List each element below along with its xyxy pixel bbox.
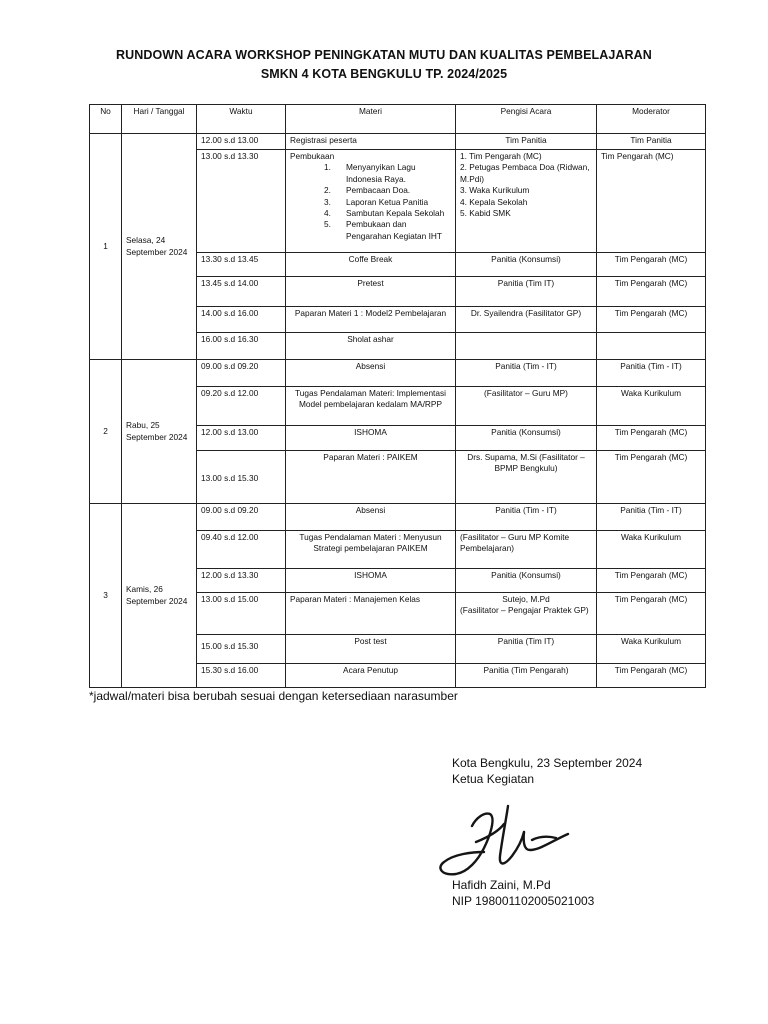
handwritten-signature-icon [432, 796, 577, 881]
list-item: 3. Waka Kurikulum [460, 185, 530, 196]
cell-materi: Registrasi peserta [286, 134, 456, 150]
header-materi: Materi [286, 105, 456, 134]
signer-nip: NIP 198001102005021003 [452, 894, 595, 908]
pengisi-list [460, 151, 592, 219]
cell-waktu: 13.30 s.d 13.45 [197, 253, 286, 277]
cell-pengisi: (Fasilitator – Guru MP Komite Pembelajaran) [456, 531, 597, 569]
day-number: 1 [90, 134, 122, 360]
day-date: Kamis, 26 September 2024 [122, 504, 197, 688]
cell-waktu: 14.00 s.d 16.00 [197, 307, 286, 333]
cell-pengisi: Panitia (Konsumsi) [456, 426, 597, 451]
schedule-note: *jadwal/materi bisa berubah sesuai dengan ketersediaan narasumber [89, 689, 458, 703]
cell-materi: Pretest [286, 277, 456, 307]
cell-waktu: 12.00 s.d 13.00 [197, 134, 286, 150]
day-number: 3 [90, 504, 122, 688]
cell-waktu: 09.00 s.d 09.20 [197, 360, 286, 387]
cell-moderator: Tim Panitia [597, 134, 706, 150]
cell-materi: Sholat ashar [286, 333, 456, 360]
cell-pengisi: Tim Panitia [456, 134, 597, 150]
cell-moderator: Tim Pengarah (MC) [597, 451, 706, 504]
cell-pengisi: Panitia (Konsumsi) [456, 253, 597, 277]
cell-moderator: Tim Pengarah (MC) [597, 569, 706, 593]
cell-waktu: 15.30 s.d 16.00 [197, 664, 286, 688]
cell-moderator [597, 333, 706, 360]
pengisi-name: Sutejo, M.Pd [502, 594, 550, 604]
cell-pengisi [456, 593, 597, 635]
list-item: Laporan Ketua Panitia [346, 196, 429, 207]
header-no: No [90, 105, 122, 134]
pengisi-role: (Fasilitator – Pengajar Praktek GP) [460, 605, 589, 616]
day-date: Rabu, 25 September 2024 [122, 360, 197, 504]
cell-materi: Tugas Pendalaman Materi: Implementasi Model pembelajaran kedalam MA/RPP [286, 387, 456, 426]
cell-pengisi: Panitia (Konsumsi) [456, 569, 597, 593]
cell-waktu: 12.00 s.d 13.30 [197, 569, 286, 593]
cell-moderator: Panitia (Tim - IT) [597, 504, 706, 531]
cell-pengisi [456, 150, 597, 253]
cell-moderator: Tim Pengarah (MC) [597, 307, 706, 333]
cell-waktu: 15.00 s.d 15.30 [197, 635, 286, 664]
header-hari: Hari / Tanggal [122, 105, 197, 134]
cell-moderator: Waka Kurikulum [597, 531, 706, 569]
list-item: Pembukaan dan Pengarahan Kegiatan IHT [346, 219, 442, 241]
cell-pengisi: (Fasilitator – Guru MP) [456, 387, 597, 426]
cell-pengisi [456, 333, 597, 360]
list-item: 5. Kabid SMK [460, 208, 511, 219]
list-item: Menyanyikan Lagu Indonesia Raya. [346, 162, 416, 184]
cell-waktu: 13.00 s.d 13.30 [197, 150, 286, 253]
cell-materi: Paparan Materi : Manajemen Kelas [286, 593, 456, 635]
cell-waktu: 09.40 s.d 12.00 [197, 531, 286, 569]
list-item: 1. Tim Pengarah (MC) [460, 151, 542, 161]
document-title: RUNDOWN ACARA WORKSHOP PENINGKATAN MUTU DAN KUALITAS PEMBELAJARAN [116, 48, 652, 62]
table-header-row [90, 105, 706, 134]
table-row [90, 360, 706, 387]
rundown-table [89, 104, 706, 688]
cell-materi: Absensi [286, 360, 456, 387]
list-item: Sambutan Kepala Sekolah [346, 208, 445, 219]
cell-waktu: 16.00 s.d 16.30 [197, 333, 286, 360]
cell-materi: Tugas Pendalaman Materi : Menyusun Strategi pembelajaran PAIKEM [286, 531, 456, 569]
table-row [90, 504, 706, 531]
cell-waktu: 13.00 s.d 15.30 [197, 451, 286, 504]
cell-moderator: Tim Pengarah (MC) [597, 277, 706, 307]
agenda-list [290, 162, 451, 242]
day-date: Selasa, 24 September 2024 [122, 134, 197, 360]
cell-materi: Acara Penutup [286, 664, 456, 688]
cell-waktu: 09.20 s.d 12.00 [197, 387, 286, 426]
cell-pengisi: Panitia (Tim - IT) [456, 360, 597, 387]
cell-materi: Coffe Break [286, 253, 456, 277]
cell-waktu: 09.00 s.d 09.20 [197, 504, 286, 531]
cell-materi: Paparan Materi : PAIKEM [286, 451, 456, 504]
cell-moderator: Tim Pengarah (MC) [597, 253, 706, 277]
header-pengisi: Pengisi Acara [456, 105, 597, 134]
header-waktu: Waktu [197, 105, 286, 134]
list-item: 2. Petugas Pembaca Doa (Ridwan, M.Pdi) [460, 162, 590, 184]
day-number: 2 [90, 360, 122, 504]
list-item: Pembacaan Doa. [346, 185, 411, 196]
cell-pengisi: Panitia (Tim IT) [456, 277, 597, 307]
cell-moderator: Tim Pengarah (MC) [597, 150, 706, 253]
cell-moderator: Panitia (Tim - IT) [597, 360, 706, 387]
cell-materi: Paparan Materi 1 : Model2 Pembelajaran [286, 307, 456, 333]
agenda-heading: Pembukaan [290, 151, 335, 161]
cell-pengisi: Panitia (Tim Pengarah) [456, 664, 597, 688]
cell-pengisi: Dr. Syailendra (Fasilitator GP) [456, 307, 597, 333]
cell-materi: Absensi [286, 504, 456, 531]
list-item: 4. Kepala Sekolah [460, 196, 528, 207]
cell-materi: Post test [286, 635, 456, 664]
cell-moderator: Tim Pengarah (MC) [597, 593, 706, 635]
cell-pengisi: Drs. Supama, M.Si (Fasilitator – BPMP Bengkulu) [456, 451, 597, 504]
cell-moderator: Waka Kurikulum [597, 635, 706, 664]
cell-materi: ISHOMA [286, 569, 456, 593]
header-moderator: Moderator [597, 105, 706, 134]
cell-moderator: Tim Pengarah (MC) [597, 664, 706, 688]
cell-waktu: 13.45 s.d 14.00 [197, 277, 286, 307]
document-subtitle: SMKN 4 KOTA BENGKULU TP. 2024/2025 [260, 67, 508, 81]
cell-moderator: Tim Pengarah (MC) [597, 426, 706, 451]
cell-waktu: 12.00 s.d 13.00 [197, 426, 286, 451]
table-row [90, 134, 706, 150]
signer-name: Hafidh Zaini, M.Pd [452, 878, 551, 892]
cell-pengisi: Panitia (Tim IT) [456, 635, 597, 664]
cell-pengisi: Panitia (Tim - IT) [456, 504, 597, 531]
cell-waktu: 13.00 s.d 15.00 [197, 593, 286, 635]
cell-materi: ISHOMA [286, 426, 456, 451]
signature-role: Ketua Kegiatan [452, 772, 535, 786]
cell-materi [286, 150, 456, 253]
cell-moderator: Waka Kurikulum [597, 387, 706, 426]
signature-place-date: Kota Bengkulu, 23 September 2024 [452, 756, 643, 770]
